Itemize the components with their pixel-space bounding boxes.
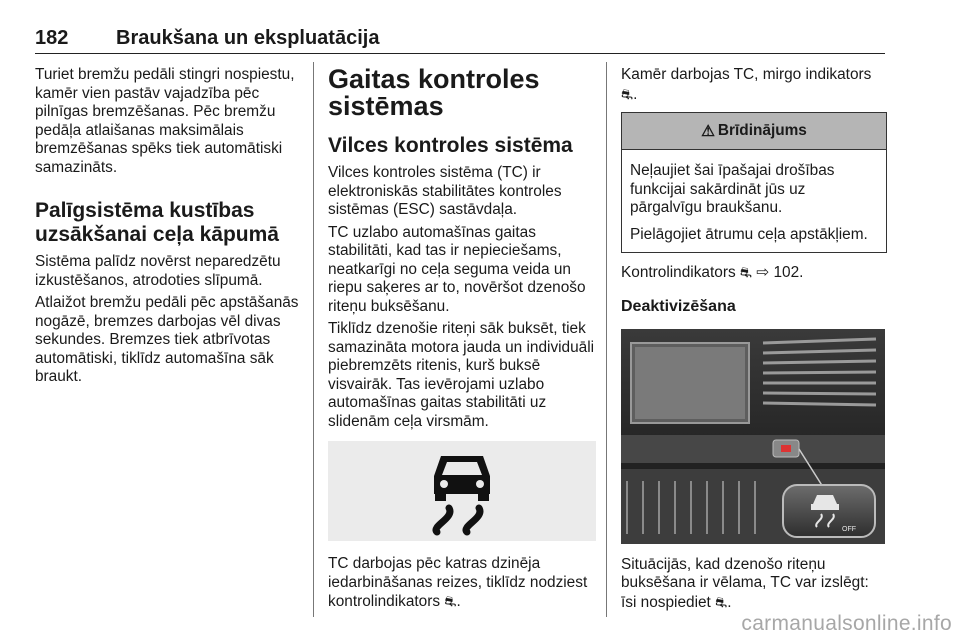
paragraph: TC darbojas pēc katras dzinēja iedarbināšanas reizes, tiklīdz nodziest kontrolindikators ⛐. xyxy=(328,555,588,610)
warning-icon: ⚠ xyxy=(701,122,715,140)
page-ref-arrow-icon: ⇨ xyxy=(756,264,770,281)
paragraph: Sistēma palīdz novērst neparedzētu izkustēšanos, atrodoties slīpumā. xyxy=(35,253,281,289)
tc-off-button-icon: ⛐ xyxy=(715,593,728,610)
tc-indicator-icon: ⛐ xyxy=(444,593,457,609)
dashboard-figure xyxy=(621,329,885,544)
column-divider xyxy=(313,62,314,617)
paragraph: Tiklīdz dzenošie riteņi sāk buksēt, tiek samazināta motora jauda un individuāli piebremzēts ritenis, kurš buksē visvairāk. Tas ievērojami uzlabo automašīnas gaitas stabilitāti uz slidenām ceļa virsmām. xyxy=(328,320,595,430)
tc-indicator-icon: ⛐ xyxy=(621,85,634,102)
warning-text: Pielāgojiet ātrumu ceļa apstākļiem. xyxy=(630,225,868,243)
column-right xyxy=(621,66,887,616)
section-heading: Palīgsistēma kustības uzsākšanai ceļa kāpumā xyxy=(35,199,279,246)
header-title: Braukšana un ekspluatācija xyxy=(116,27,380,49)
paragraph: Kamēr darbojas TC, mirgo indikators ⛐. xyxy=(621,66,872,103)
paragraph: Turiet bremžu pedāli stingri nospiestu, kamēr vien pastāv vajadzība pēc pilnīgas bremzēšanas. Pēc bremžu pedāļa atlaišanas maksimālais bremzēšanas spēks tiek automātiski samazināts. xyxy=(35,66,295,176)
paragraph: Situācijās, kad dzenošo riteņu buksēšana ir vēlama, TC var izslēgt: īsi nospiediet ⛐. xyxy=(621,555,869,611)
section-heading: Vilces kontroles sistēma xyxy=(328,134,573,157)
tc-indicator-icon: ⛐ xyxy=(739,264,753,280)
dashboard-illustration xyxy=(621,329,885,544)
paragraph: Kontrolindikators ⛐ ⇨ 102. xyxy=(621,264,804,281)
traction-control-icon xyxy=(427,446,497,536)
page-number: 182 xyxy=(35,27,69,49)
warning-title: Brīdinājums xyxy=(717,122,807,139)
page-header xyxy=(35,27,885,54)
warning-body xyxy=(622,150,886,252)
off-label: OFF xyxy=(842,525,856,533)
subsection-heading: Deaktivizēšana xyxy=(621,297,736,315)
warning-box xyxy=(621,112,887,253)
warning-text: Neļaujiet šai īpašajai drošības funkcijai sakārdināt jūs uz pārgalvīgu braukšanu. xyxy=(630,162,835,216)
traction-control-figure xyxy=(328,441,596,541)
column-divider xyxy=(606,62,607,617)
chapter-heading: Gaitas kontroles sistēmas xyxy=(328,64,540,121)
warning-header xyxy=(622,113,886,150)
column-middle xyxy=(328,66,596,616)
paragraph: Atlaižot bremžu pedāli pēc apstāšanās nogāzē, bremzes darbojas vēl divas sekundes. Bremzes tiek atbrīvotas automātiski, tiklīdz automašīna sāk braukt. xyxy=(35,294,299,385)
watermark: carmanualsonline.info xyxy=(741,612,952,635)
column-left xyxy=(35,66,303,391)
paragraph: Vilces kontroles sistēma (TC) ir elektroniskās stabilitātes kontroles sistēmas (ESC) sastāvdaļa. xyxy=(328,164,562,218)
paragraph: TC uzlabo automašīnas gaitas stabilitāti, kad tas ir nepieciešams, neatkarīgi no ceļa seguma veida un riepu saķeres ar to, novēršot dzenošo riteņu buksēšanu. xyxy=(328,223,586,315)
